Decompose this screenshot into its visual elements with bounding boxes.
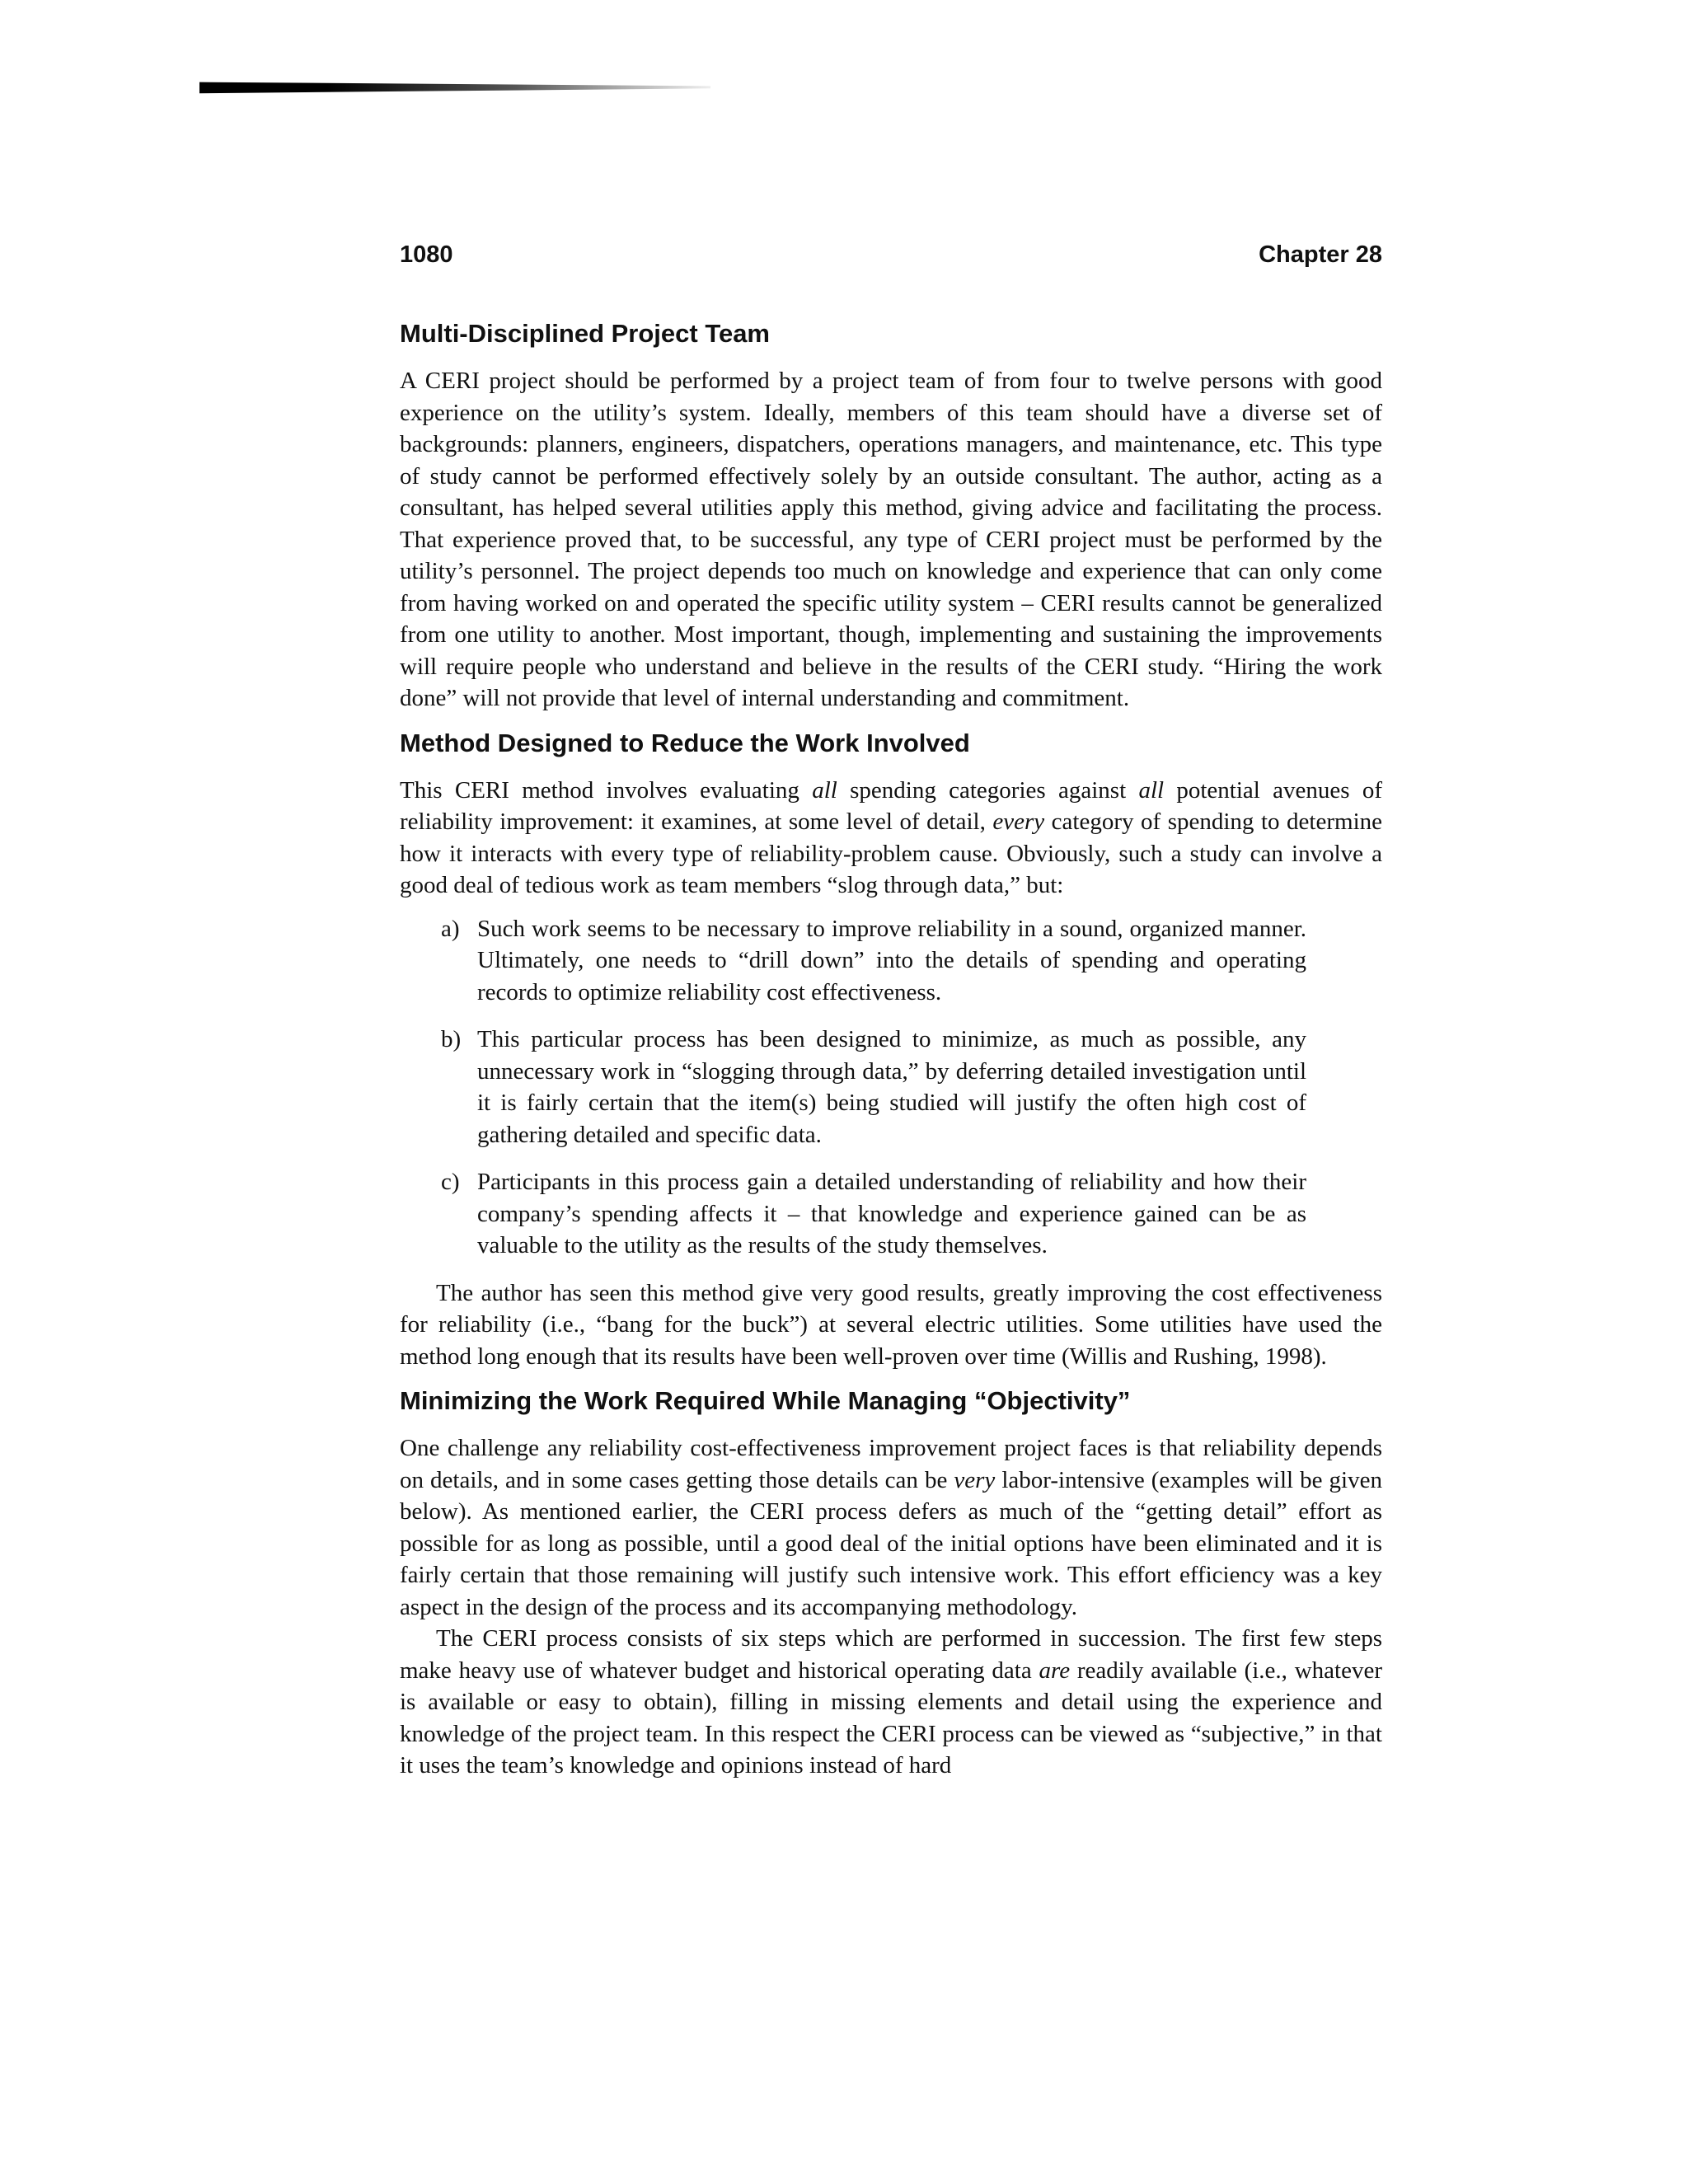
paragraph-objectivity-2: The CERI process consists of six steps which are performed in succession. The first few steps make heavy use of whatever budget and historical operating data are readily available (i.e., whatever is available or easy to obtain), filling in missing elements and detail using the experience and knowledge of the project team. In this respect the CERI process can be viewed as “subjective,” in that it uses the team’s knowledge and opinions instead of hard — [400, 1625, 1382, 1779]
list-marker: c) — [441, 1169, 460, 1195]
section-heading-project-team: Multi-Disciplined Project Team — [400, 319, 771, 348]
section-heading-objectivity: Minimizing the Work Required While Managing “Objectivity” — [400, 1386, 1131, 1415]
list-item-text: This particular process has been designed to minimize, as much as possible, any unnecessary work in “slogging through data,” by deferring detailed investigation until it is fairly certain that the item(s) being studied will justify the often high cost of gathering detailed and specific data. — [477, 1026, 1306, 1148]
paragraph-objectivity-1: One challenge any reliability cost-effectiveness improvement project faces is that reliability depends on details, and in some cases getting those details can be very labor-intensive (examples will be given below). As mentioned earlier, the CERI process defers as much of the “getting detail” effort as possible for as long as possible, until a good deal of the initial options have been eliminated and it is fairly certain that those remaining will justify such intensive work. This effort efficiency was a key aspect in the design of the process and its accompanying methodology. — [400, 1435, 1382, 1620]
list-item — [441, 913, 1306, 1009]
list-item-text: Such work seems to be necessary to improve reliability in a sound, organized manner. Ultimately, one needs to “drill down” into the details of spending and operating records to optimize reliability cost effectiveness. — [477, 915, 1306, 1005]
page-body — [400, 317, 1382, 1782]
list-marker: b) — [441, 1026, 462, 1052]
paragraph-method-closing: The author has seen this method give very good results, greatly improving the cost effectiveness for reliability (i.e., “bang for the buck”) at several electric utilities. Some utilities have used the method long enough that its results have been well-proven over time (Willis and Rushing, 1998). — [400, 1279, 1382, 1370]
section-heading-method: Method Designed to Reduce the Work Involved — [400, 728, 970, 757]
list-item-text: Participants in this process gain a detailed understanding of reliability and how their company’s spending affects it – that knowledge and experience gained can be as valuable to the utility as the results of the study themselves. — [477, 1169, 1306, 1258]
list-marker: a) — [441, 915, 460, 942]
paragraph-method-intro: This CERI method involves evaluating all spending categories against all potential avenues of reliability improvement: it examines, at some level of detail, every category of spending to determine how it interacts with every type of reliability-problem cause. Obviously, such a study can involve a good deal of tedious work as team members “slog through data,” but: — [400, 776, 1383, 898]
scan-artifact-bar — [199, 81, 710, 94]
page-number: 1080 — [400, 241, 453, 268]
list-item — [441, 1024, 1306, 1151]
list-item — [441, 1166, 1306, 1262]
chapter-label: Chapter 28 — [1259, 241, 1382, 268]
method-list — [400, 913, 1382, 1262]
paragraph-project-team: A CERI project should be performed by a project team of from four to twelve persons with good experience on the utility’s system. Ideally, members of this team should have a diverse set of backgrounds: planners, engineers, dispatchers, operations managers, and maintenance, etc. This type of study cannot be performed effectively solely by an outside consultant. The author, acting as a consultant, has helped several utilities apply this method, giving advice and facilitating the process. That experience proved that, to be successful, any type of CERI project must be performed by the utility’s personnel. The project depends too much on knowledge and experience that can only come from having worked on and operated the specific utility system – CERI results cannot be generalized from one utility to another. Most important, though, implementing and sustaining the improvements will require people who understand and believe in the results of the CERI study. “Hiring the work done” will not provide that level of internal understanding and commitment. — [400, 368, 1382, 711]
page-header — [400, 241, 1382, 274]
